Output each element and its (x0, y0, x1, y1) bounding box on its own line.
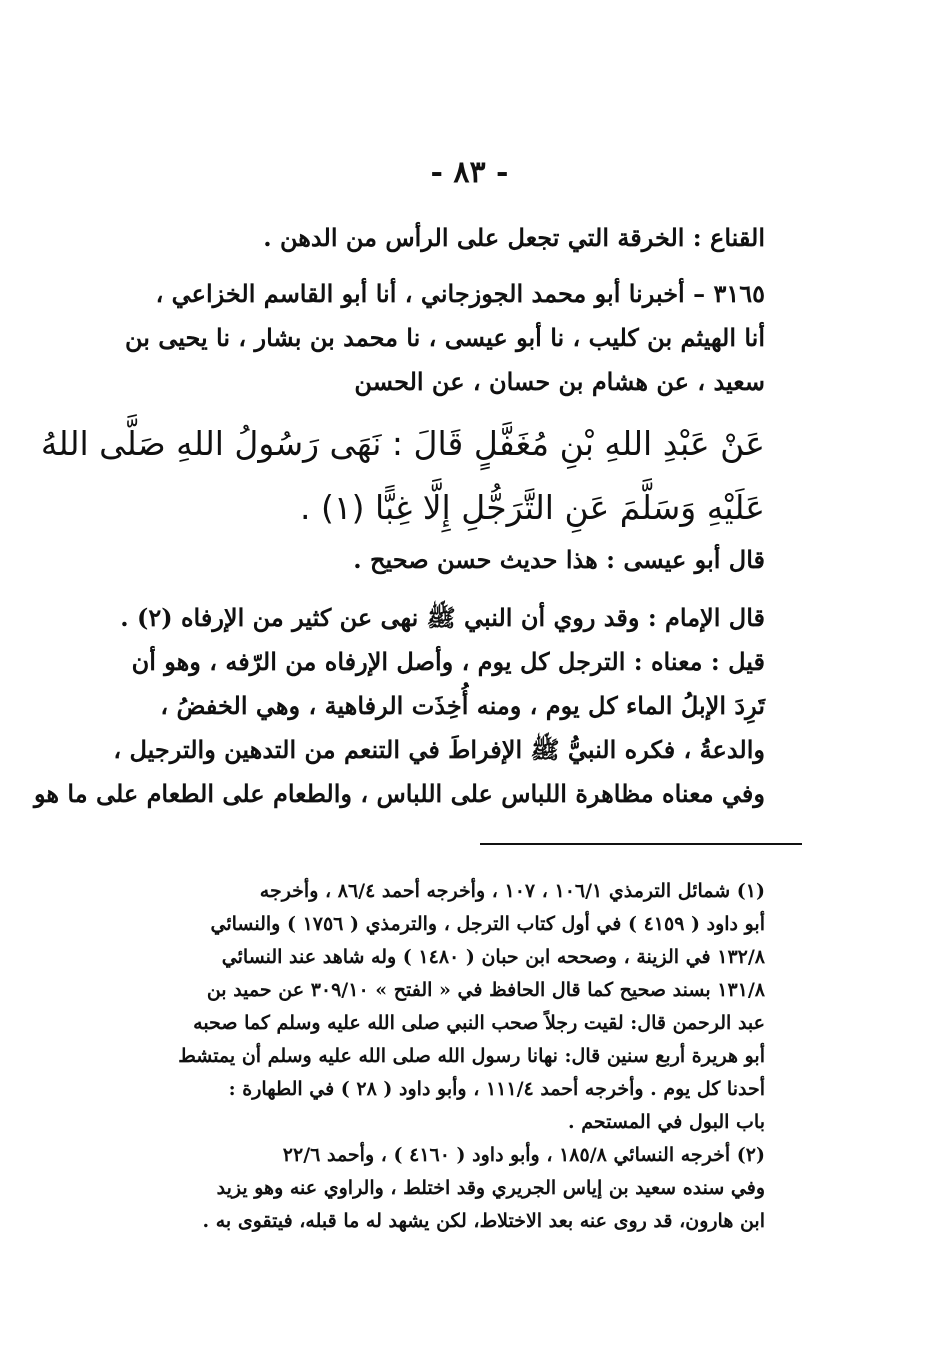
footnote-line: أبو هريرة أربع سنين قال: نهانا رسول الله صلى الله عليه وسلم أن يمتشط (178, 1045, 765, 1067)
footnotes (160, 875, 765, 1238)
text-line: قال الإمام : وقد روي أن النبي ﷺ نهى عن كثير من الإرفاه (٢) . (120, 603, 765, 632)
footnote-line: عبد الرحمن قال: لقيت رجلاً صحب النبي صلى الله عليه وسلم كما صحبه (193, 1012, 765, 1034)
footnote-line: ١٣٢/٨ في الزينة ، وصححه ابن حبان ( ١٤٨٠ ) وله شاهد عند النسائي (221, 946, 765, 968)
text-line: عَلَيْهِ وَسَلَّمَ عَنِ التَّرَجُّلِ إِلَّا غِبًّا (١) . (300, 488, 765, 527)
isnad-paragraph (124, 272, 765, 404)
definition-paragraph (160, 218, 765, 258)
text-line: سعيد ، عن هشام بن حسان ، عن الحسن (354, 367, 765, 396)
footnote-line: ابن هارون، قد روى عنه بعد الاختلاط، لكن يشهد له ما قبله، فيتقوى به . (202, 1210, 765, 1232)
footnote-line: (١) شمائل الترمذي ١٠٦/١ ، ١٠٧ ، وأخرجه أحمد ٨٦/٤ ، وأخرجه (259, 880, 765, 902)
footnote-line: وفي سنده سعيد بن إياس الجريري وقد اختلط ، والراوي عنه وهو يزيد (216, 1177, 765, 1199)
footnote-line: ١٣١/٨ بسند صحيح كما قال الحافظ في « الفتح » ٣٠٩/١٠ عن حميد بن (206, 979, 765, 1001)
footnote-divider (480, 843, 802, 845)
text-line: والدعةُ ، فكره النبيُّ ﷺ الإفراطَ في التنعم من التدهين والترجيل ، (113, 735, 765, 764)
text-line: ٣١٦٥ – أخبرنا أبو محمد الجوزجاني ، أنا أبو القاسم الخزاعي ، (155, 279, 765, 308)
footnote-line: أحدنا كل يوم . وأخرجه أحمد ١١١/٤ ، وأبو داود ( ٢٨ ) في الطهارة : (228, 1078, 765, 1100)
text-line: قال أبو عيسى : هذا حديث حسن صحيح . (353, 545, 765, 574)
text-line: وفي معناه مظاهرة اللباس على اللباس ، والطعام على الطعام على ما هو (34, 779, 765, 808)
text-line: قيل : معناه : الترجل كل يوم ، وأصل الإرفاه من الرّفه ، وهو أن (131, 647, 765, 676)
text-line: تَرِدَ الإبلُ الماء كل يوم ، ومنه أُخِذَت الرفاهية ، وهي الخفضُ ، (160, 691, 765, 720)
hadith-text (40, 412, 765, 540)
text-line: أنا الهيثم بن كليب ، نا أبو عيسى ، نا محمد بن بشار ، نا يحيى بن (124, 323, 765, 352)
footnote-line: أبو داود ( ٤١٥٩ ) في أول كتاب الترجل ، والترمذي ( ١٧٥٦ ) والنسائي (210, 913, 765, 935)
footnote-line: باب البول في المستحم . (567, 1111, 765, 1133)
text-line: القناع : الخرقة التي تجعل على الرأس من الدهن . (263, 223, 765, 252)
text-line: عَنْ عَبْدِ اللهِ بْنِ مُغَفَّلٍ قَالَ : نَهَى رَسُولُ اللهِ صَلَّى اللهُ (40, 424, 765, 463)
page-number: - ٨٣ - (430, 155, 509, 190)
grading-paragraph (160, 540, 765, 580)
commentary-paragraph (34, 596, 765, 816)
footnote-line: (٢) أخرجه النسائي ١٨٥/٨ ، وأبو داود ( ٤١٦٠ ) ، وأحمد ٢٢/٦ (282, 1144, 765, 1166)
